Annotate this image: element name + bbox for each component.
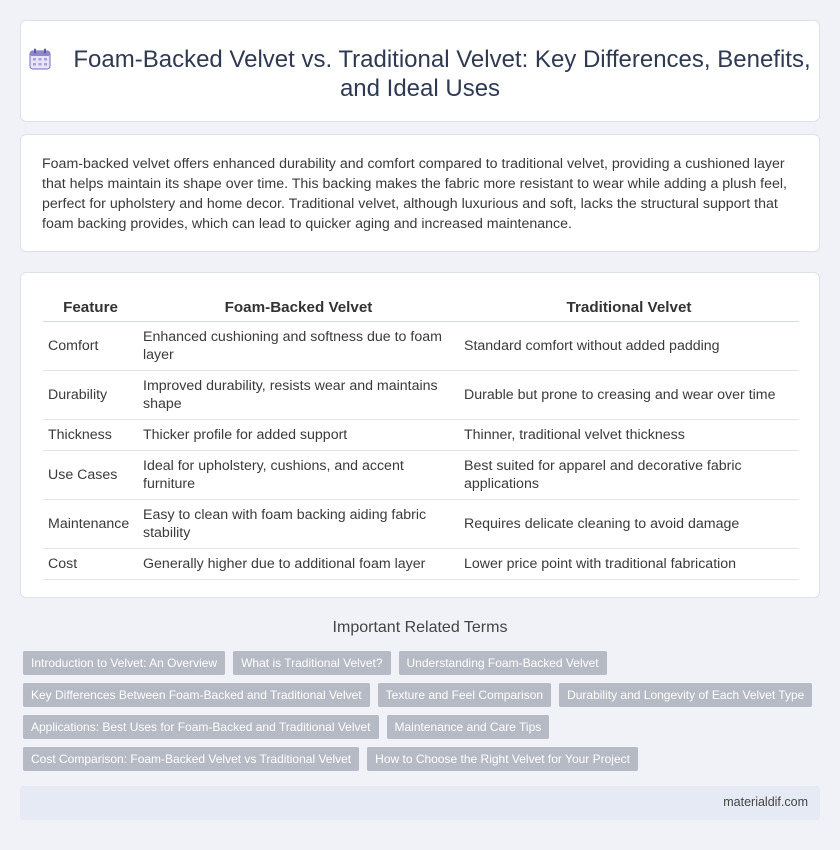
tag-row: [23, 715, 813, 739]
cell-feature: Use Cases: [43, 450, 138, 499]
intro-card: [20, 134, 820, 252]
related-term-tag[interactable]: Applications: Best Uses for Foam-Backed and Traditional Velvet: [23, 715, 379, 739]
cell-foam-backed: Generally higher due to additional foam layer: [138, 548, 459, 579]
header-traditional: Traditional Velvet: [459, 295, 799, 321]
page-title: Foam-Backed Velvet vs. Traditional Velvet: Key Differences, Benefits, and Ideal Uses: [73, 46, 811, 102]
related-term-tag[interactable]: Texture and Feel Comparison: [378, 683, 551, 707]
header-foam-backed: Foam-Backed Velvet: [138, 295, 459, 321]
tag-row: [23, 651, 813, 675]
comparison-card: [20, 272, 820, 598]
related-terms-title: Important Related Terms: [332, 619, 508, 636]
related-terms-list: [23, 651, 813, 779]
cell-traditional: Requires delicate cleaning to avoid damage: [459, 499, 799, 548]
related-term-tag[interactable]: Introduction to Velvet: An Overview: [23, 651, 225, 675]
cell-traditional: Durable but prone to creasing and wear over time: [459, 370, 799, 419]
calendar-icon: [29, 48, 51, 70]
cell-feature: Maintenance: [43, 499, 138, 548]
cell-feature: Comfort: [43, 321, 138, 370]
cell-traditional: Lower price point with traditional fabrication: [459, 548, 799, 579]
cell-feature: Cost: [43, 548, 138, 579]
cell-feature: Durability: [43, 370, 138, 419]
cell-traditional: Best suited for apparel and decorative fabric applications: [459, 450, 799, 499]
cell-feature: Thickness: [43, 419, 138, 450]
related-term-tag[interactable]: Understanding Foam-Backed Velvet: [399, 651, 607, 675]
tag-row: [23, 747, 813, 771]
cell-traditional: Thinner, traditional velvet thickness: [459, 419, 799, 450]
cell-foam-backed: Enhanced cushioning and softness due to foam layer: [138, 321, 459, 370]
table-row: [43, 370, 799, 419]
intro-paragraph: Foam-backed velvet offers enhanced durability and comfort compared to traditional velvet, providing a cushioned layer that helps maintain its shape over time. This backing makes the fabric more resistant to wear while adding a plush feel, perfect for upholstery and home decor. Traditional velvet, although luxurious and soft, lacks the structural support that foam backing provides, which can lead to quicker aging and increased maintenance.: [42, 156, 787, 232]
table-row: [43, 450, 799, 499]
related-term-tag[interactable]: How to Choose the Right Velvet for Your Project: [367, 747, 638, 771]
cell-foam-backed: Easy to clean with foam backing aiding fabric stability: [138, 499, 459, 548]
cell-traditional: Standard comfort without added padding: [459, 321, 799, 370]
table-header-row: [43, 295, 799, 321]
cell-foam-backed: Improved durability, resists wear and maintains shape: [138, 370, 459, 419]
table-row: [43, 419, 799, 450]
footer: [20, 786, 820, 820]
tag-row: [23, 683, 813, 707]
cell-foam-backed: Ideal for upholstery, cushions, and accent furniture: [138, 450, 459, 499]
header-feature: Feature: [43, 295, 138, 321]
table-row: [43, 499, 799, 548]
related-term-tag[interactable]: Key Differences Between Foam-Backed and Traditional Velvet: [23, 683, 370, 707]
table-row: [43, 321, 799, 370]
footer-site-link[interactable]: materialdif.com: [723, 795, 808, 809]
related-term-tag[interactable]: What is Traditional Velvet?: [233, 651, 390, 675]
table-row: [43, 548, 799, 579]
related-term-tag[interactable]: Cost Comparison: Foam-Backed Velvet vs Traditional Velvet: [23, 747, 359, 771]
related-term-tag[interactable]: Durability and Longevity of Each Velvet Type: [559, 683, 812, 707]
cell-foam-backed: Thicker profile for added support: [138, 419, 459, 450]
title-wrap: [21, 45, 819, 103]
comparison-table: [43, 295, 799, 580]
related-term-tag[interactable]: Maintenance and Care Tips: [387, 715, 550, 739]
header-card: [20, 20, 820, 122]
